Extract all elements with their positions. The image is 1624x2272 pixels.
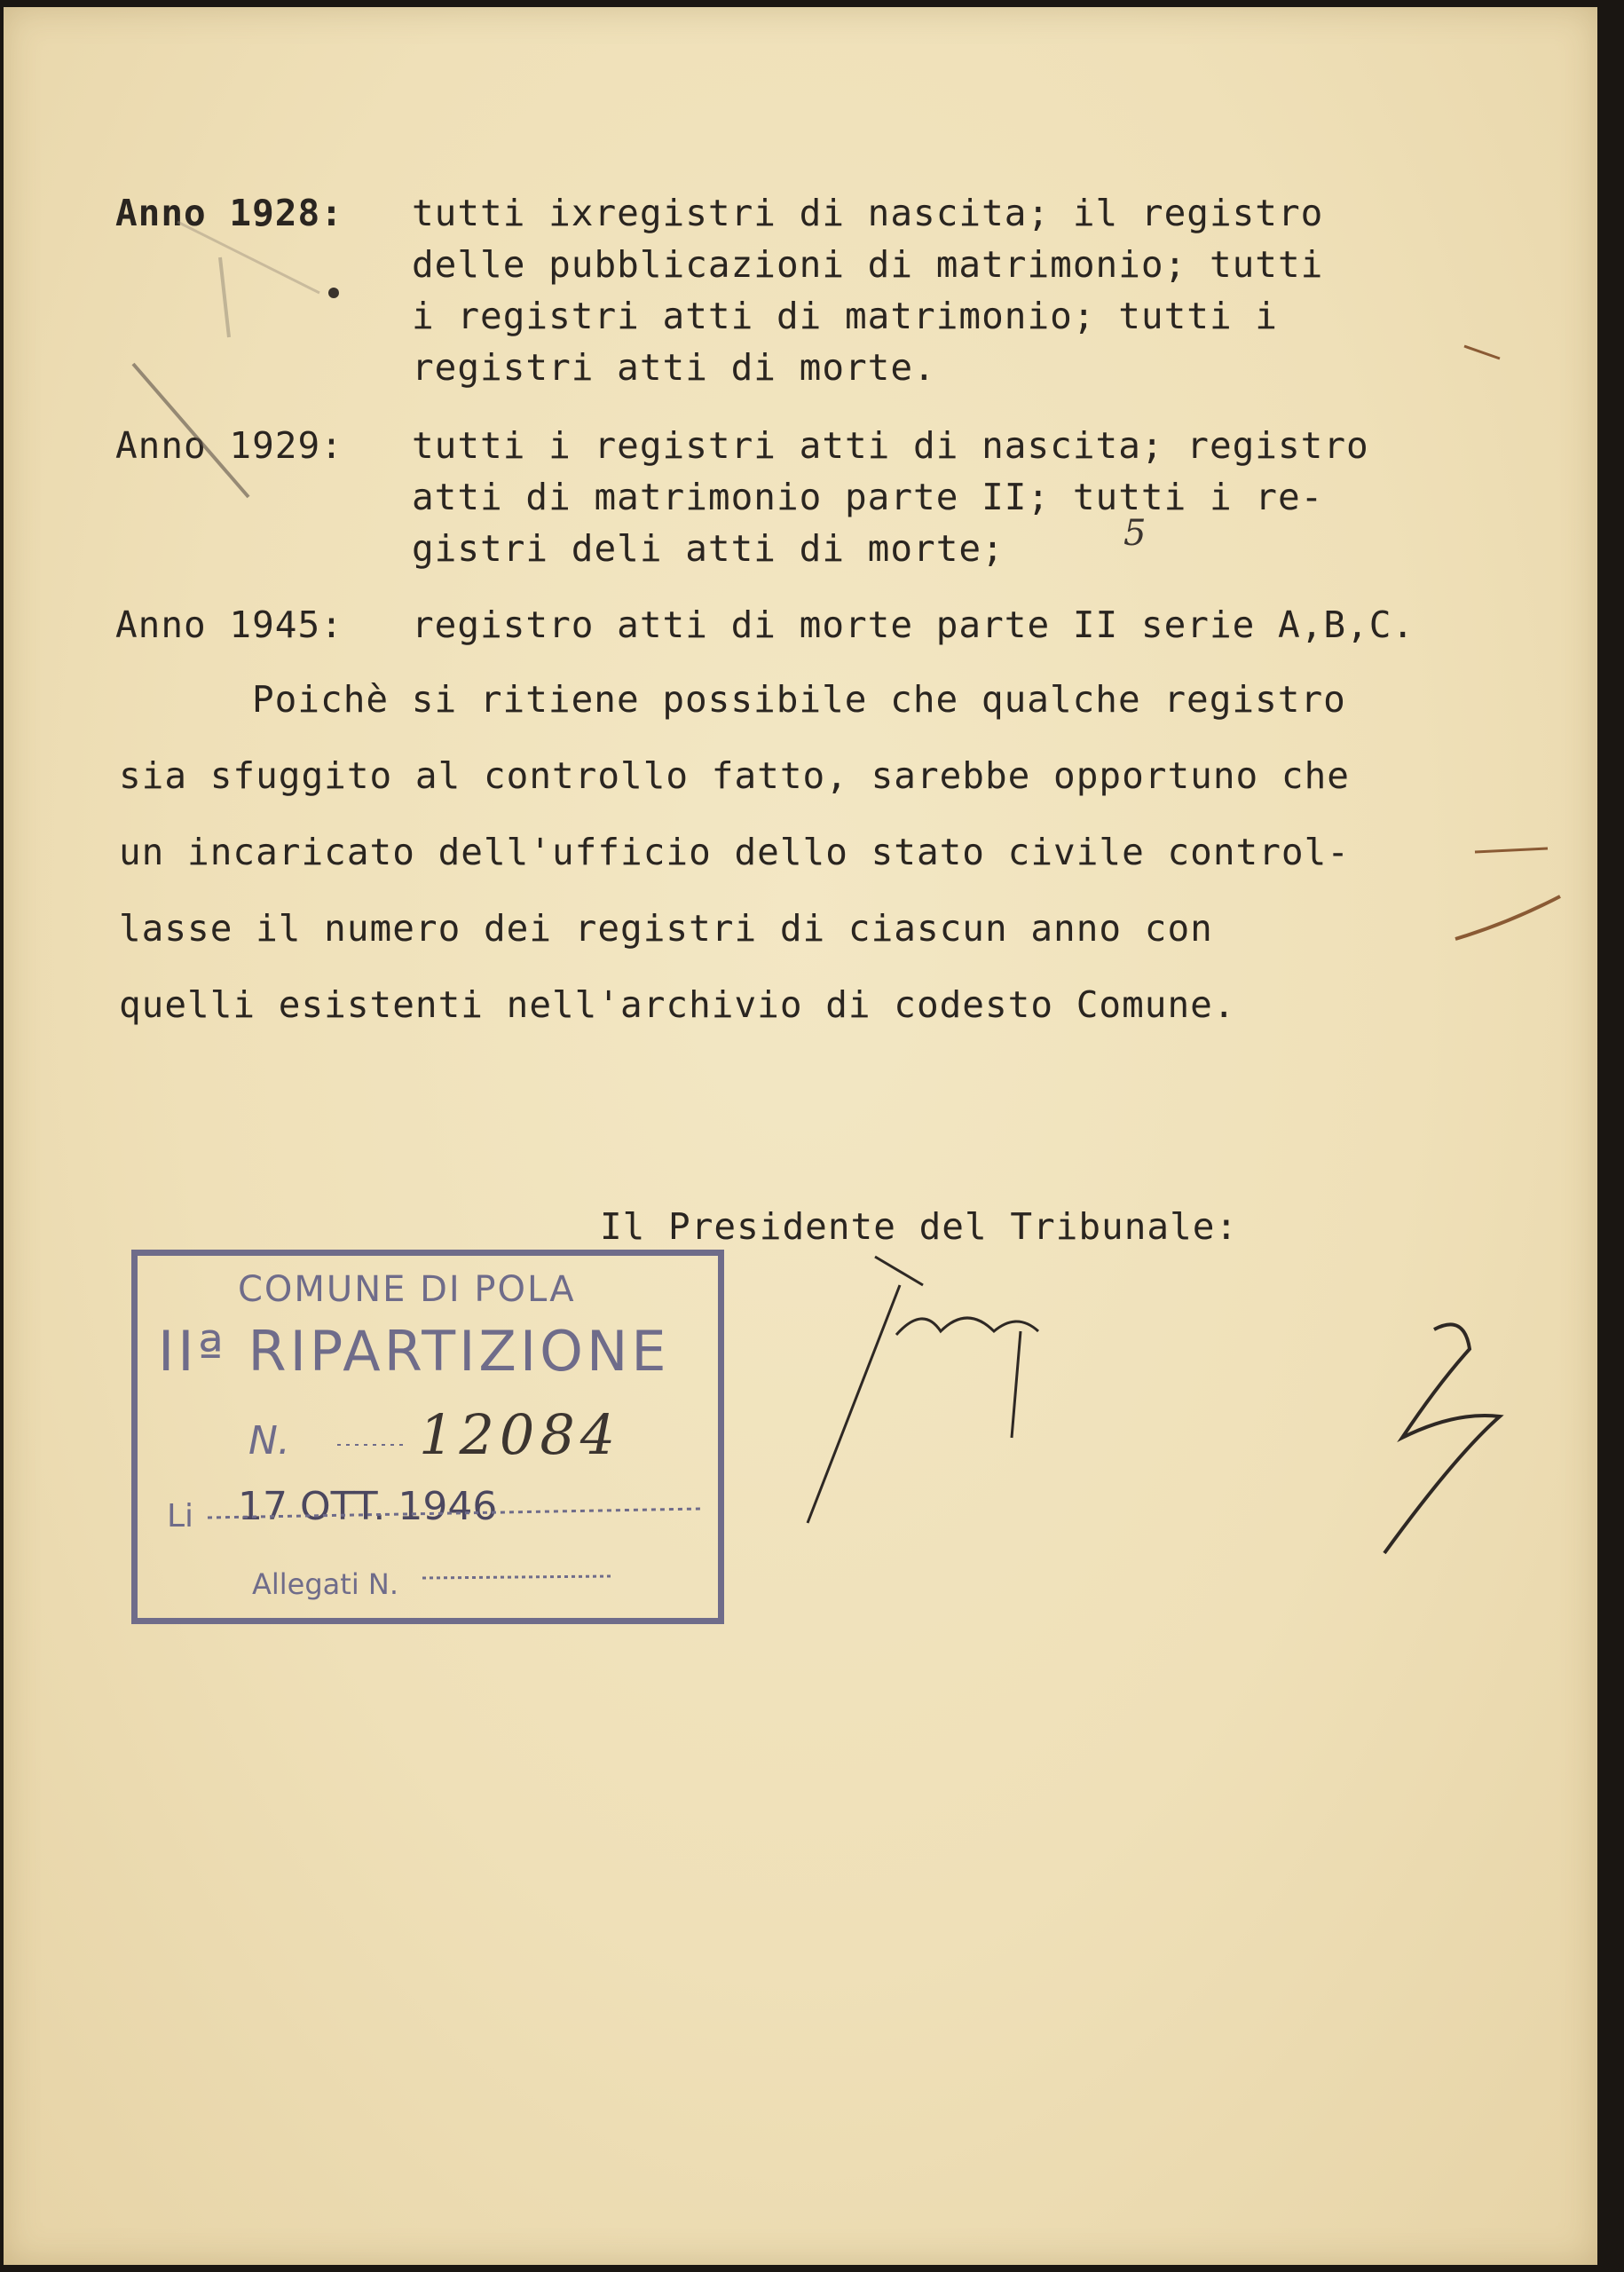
president-signature (808, 1257, 1038, 1523)
signature-caption: Il Presidente del Tribunale: (600, 1205, 1239, 1248)
paragraph-line-4: lasse il numero dei registri di ciascun anno con (119, 907, 1213, 950)
margin-mark: 5 (1123, 513, 1147, 554)
pencil-tick (1475, 848, 1548, 852)
stamp-date-dotted-line (208, 1509, 701, 1518)
stamp-date: 17 OTT. 1946 (238, 1484, 498, 1529)
stamp-date-prefix: Li (167, 1498, 194, 1534)
entry-1928-line-1: tutti ixregistri di nascita; il registro (412, 192, 1324, 234)
pencil-slash (133, 364, 248, 497)
entry-1928-line-3: i registri atti di matrimonio; tutti i (412, 295, 1278, 337)
entry-1945-line-1: registro atti di morte parte II serie A,B,C. (412, 604, 1415, 646)
stamp-number-prefix: N. (248, 1418, 290, 1463)
entry-1929-line-1: tutti i registri atti di nascita; registro (412, 424, 1369, 467)
stamp-attachments: Allegati N. (252, 1567, 398, 1601)
entry-label-1945: Anno 1945: (115, 604, 343, 646)
paragraph-line-2: sia sfuggito al controllo fatto, sarebbe opportuno che (119, 754, 1350, 797)
entry-label-1929: Anno 1929: (115, 424, 343, 467)
stamp-department: IIª RIPARTIZIONE (158, 1319, 670, 1384)
paragraph-line-1: Poichè si ritiene possibile che qualche registro (252, 678, 1346, 721)
pencil-mark (220, 257, 229, 337)
pencil-tick (1455, 896, 1560, 939)
pencil-tick (1464, 346, 1500, 359)
entry-label-1928: Anno 1928: (115, 192, 343, 234)
stamp-attachments-dotted-line (422, 1576, 612, 1578)
initials-mark (1384, 1324, 1500, 1553)
ink-dot (328, 288, 339, 298)
stamp-registration-number: 12084 (419, 1402, 621, 1467)
entry-1929-line-2: atti di matrimonio parte II; tutti i re- (412, 476, 1324, 518)
pencil-mark (177, 222, 319, 293)
entry-1928-line-2: delle pubblicazioni di matrimonio; tutti (412, 243, 1324, 286)
stamp-municipality: COMUNE DI POLA (238, 1269, 576, 1310)
paragraph-line-3: un incaricato dell'ufficio dello stato civile control- (119, 831, 1350, 873)
entry-1928-line-4: registri atti di morte. (412, 346, 936, 389)
entry-1929-line-3: gistri deli atti di morte; (412, 527, 1005, 570)
paragraph-line-5: quelli esistenti nell'archivio di codesto Comune. (119, 983, 1236, 1026)
